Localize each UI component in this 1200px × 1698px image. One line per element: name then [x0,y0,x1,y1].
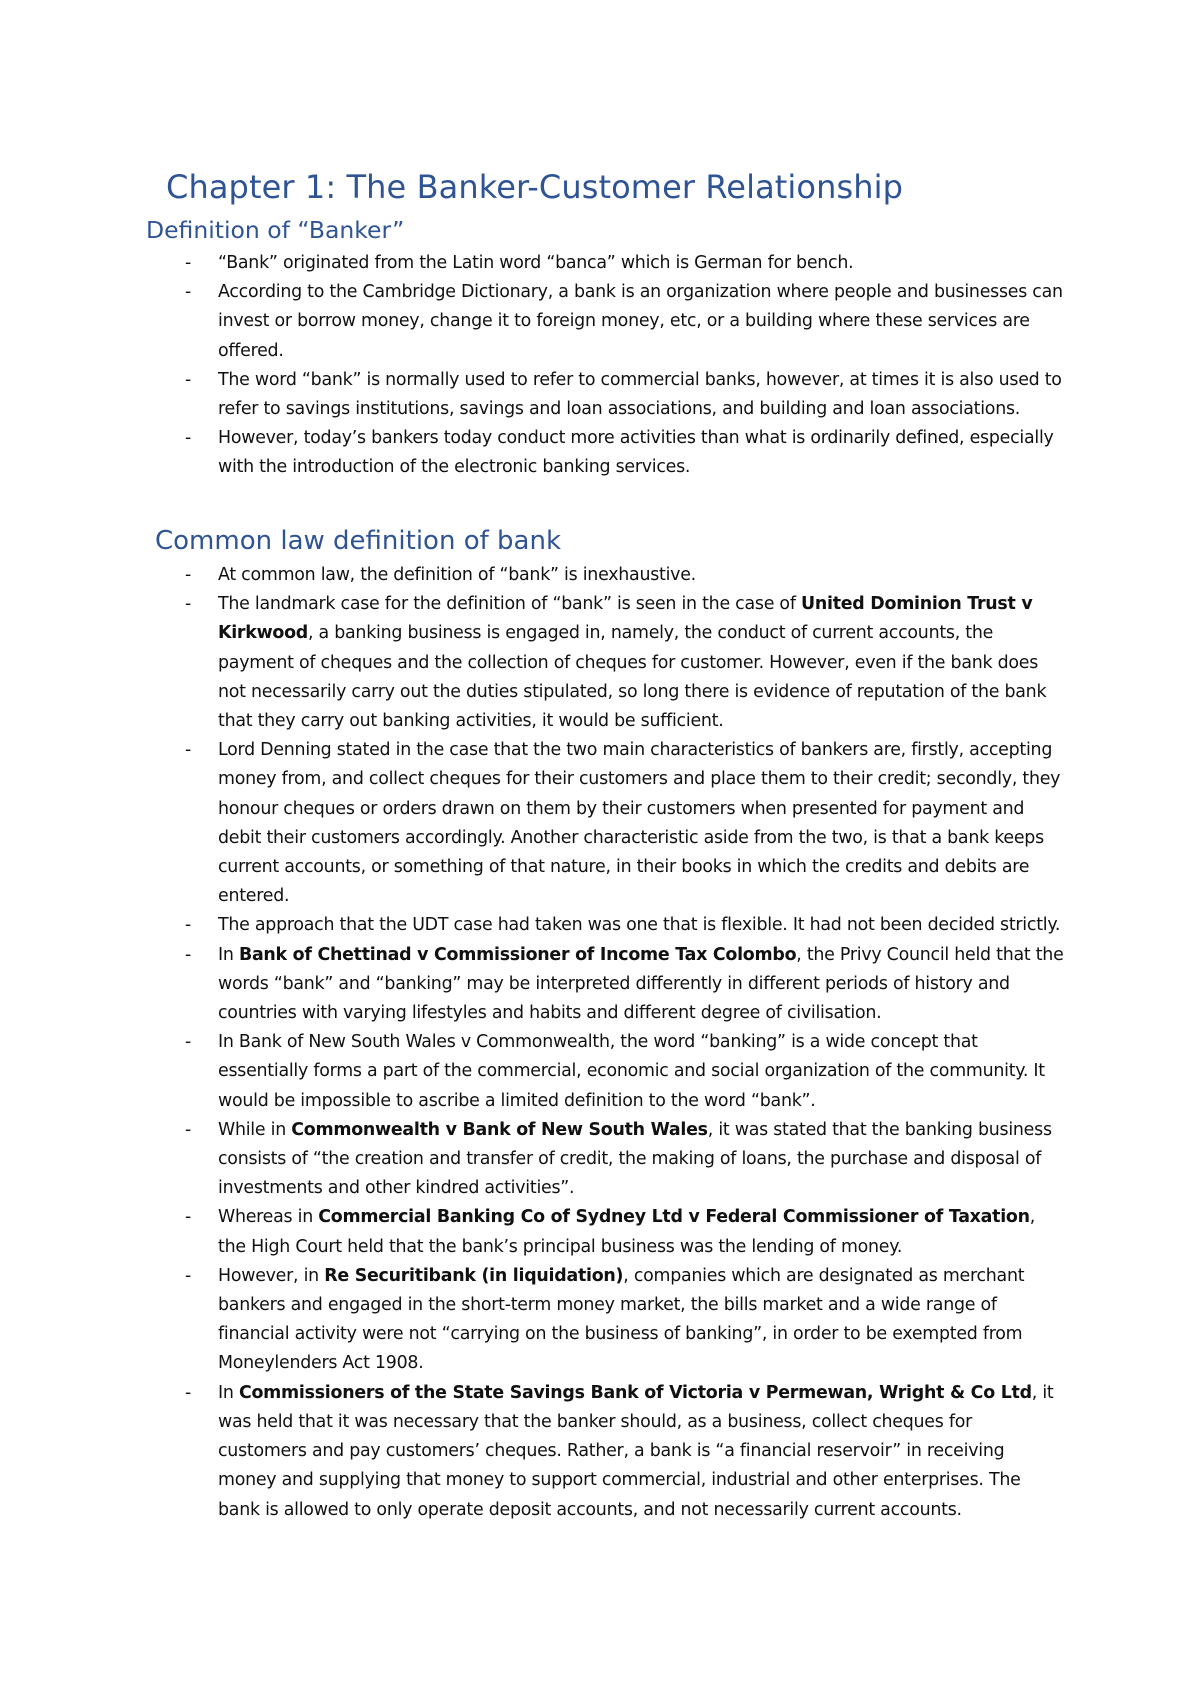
bullet-dash: - [185,1207,192,1228]
bullet-text: In [218,944,239,965]
bullet-dash: - [185,253,192,273]
list-item [0,561,1200,590]
chapter-title: Chapter 1: The Banker-Customer Relationship [166,168,904,206]
list-item [0,278,1200,366]
list-item [0,1116,1200,1204]
section-heading-common-law-definition: Common law definition of bank [155,526,561,556]
bullet-dash: - [185,1119,192,1140]
bullet-text: In Bank of New South Wales v Commonwealth, the word “banking” is a wide concept that essentially forms a part of the commercial, economic and social organization of the community. It would be impossible to ascribe a limited definition to the word “bank”. [218,1032,1045,1111]
bullet-dash: - [185,282,192,303]
list-item [0,736,1200,911]
bullet-text: The word “bank” is normally used to refer to commercial banks, however, at times it is also used to refer to savings institutions, savings and loan associations, and building and loan associations. [218,369,1062,420]
bullet-text: At common law, the definition of “bank” is inexhaustive. [218,565,696,585]
bullet-dash: - [185,594,192,615]
case-name: United Dominion Trust v Kirkwood [218,594,1033,644]
case-name: Bank of Chettinad v Commissioner of Income Tax Colombo [238,944,797,965]
bullet-text: , a banking business is engaged in, namely, the conduct of current accounts, the payment of cheques and the collection of cheques for customer. However, even if the bank does not necessarily carry out the duties stipulated, so long there is evidence of reputation of the bank that they carry out banking activities, it would be sufficient. [218,623,1047,732]
bullet-text: While in [218,1119,292,1140]
bullet-dash: - [185,1382,192,1403]
bullet-text: In [218,1382,239,1403]
bullet-text: However, in [218,1265,325,1286]
list-item [0,366,1200,424]
case-name: Re Securitibank (in liquidation) [324,1265,624,1286]
bullet-dash: - [185,944,192,965]
bullet-text: “Bank” originated from the Latin word “banca” which is German for bench. [218,253,854,273]
bullet-text: The approach that the UDT case had taken was one that is flexible. It had not been decided strictly. [218,915,1061,936]
bullet-text: The landmark case for the definition of “bank” is seen in the case of [218,594,801,615]
list-item [0,1262,1200,1379]
case-name: Commissioners of the State Savings Bank of Victoria v Permewan, Wright & Co Ltd [238,1382,1032,1403]
bullet-text: According to the Cambridge Dictionary, a bank is an organization where people and businesses can invest or borrow money, change it to foreign money, etc, or a building where these services are offered. [218,282,1063,361]
definition-bullet-list [0,249,1200,483]
bullet-dash: - [185,740,192,761]
bullet-text: Lord Denning stated in the case that the two main characteristics of bankers are, firstly, accepting money from, and collect cheques for their customers and place them to their credit; secondly, they honour cheques or orders drawn on them by their customers when presented for payment and debit their customers accordingly. Another characteristic aside from the two, is that a bank keeps current accounts, or something of that nature, in their books in which the credits and debits are entered. [218,740,1061,907]
case-name: Commonwealth v Bank of New South Wales [291,1119,708,1140]
bullet-text: , companies which are designated as merchant bankers and engaged in the short-term money market, the bills market and a wide range of financial activity were not “carrying on the business of banking”, in order to be exempted from Moneylenders Act 1908. [218,1265,1025,1374]
case-name: Commercial Banking Co of Sydney Ltd v Federal Commissioner of Taxation [318,1207,1030,1228]
bullet-dash: - [185,915,192,936]
bullet-text: Whereas in [218,1207,319,1228]
list-item [0,424,1200,482]
section-heading-definition-of-banker: Definition of “Banker” [146,216,405,244]
bullet-dash: - [185,1265,192,1286]
list-item [0,590,1200,736]
list-item [0,1379,1200,1525]
bullet-dash: - [185,369,192,390]
bullet-text: , it was held that it was necessary that the banker should, as a business, collect cheques for customers and pay customers’ cheques. Rather, a bank is “a financial reservoir” in receiving money and supplying that money to support commercial, industrial and other enterprises. The bank is allowed to only operate deposit accounts, and not necessarily current accounts. [218,1382,1054,1520]
bullet-text: , it was stated that the banking business consists of “the creation and transfer of credit, the making of loans, the purchase and disposal of investments and other kindred activities”. [218,1119,1052,1199]
bullet-text: , the High Court held that the bank’s principal business was the lending of money. [218,1207,1036,1257]
bullet-dash: - [185,428,192,449]
list-item [0,1203,1200,1261]
list-item [0,941,1200,1029]
list-item [0,249,1200,278]
list-item [0,1028,1200,1116]
common-law-bullet-list [0,561,1200,1525]
bullet-dash: - [185,1032,192,1053]
bullet-text: However, today’s bankers today conduct more activities than what is ordinarily defined, especially with the introduction of the electronic banking services. [218,428,1054,478]
bullet-dash: - [185,565,192,585]
bullet-text: , the Privy Council held that the words “bank” and “banking” may be interpreted differently in different periods of history and countries with varying lifestyles and habits and different degree of civilisation. [218,944,1064,1024]
list-item [0,911,1200,940]
